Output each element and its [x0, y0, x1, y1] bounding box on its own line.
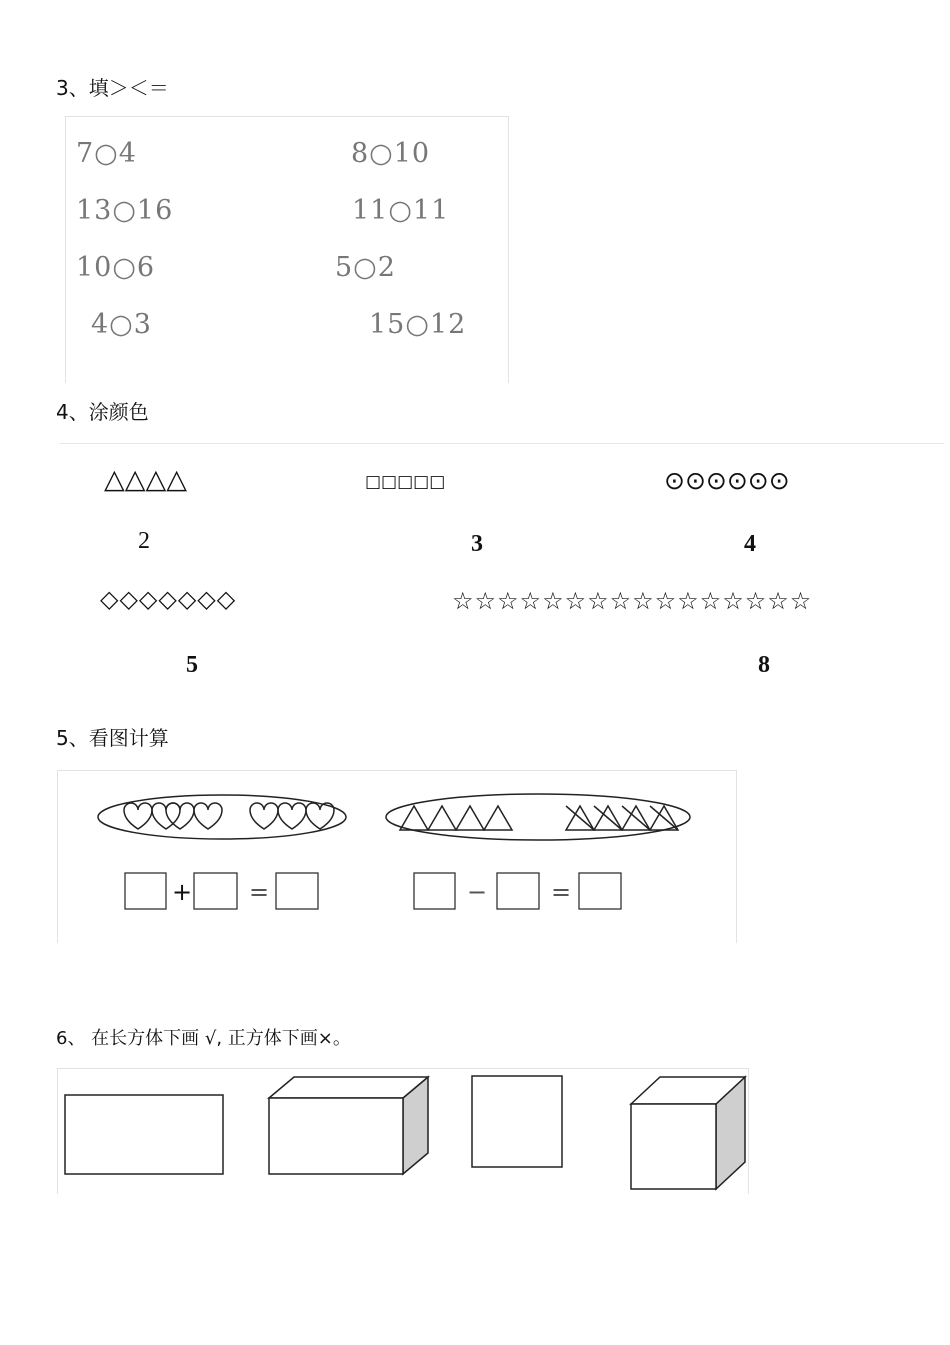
compare-item[interactable]: 10○6: [76, 252, 156, 283]
diamond-group[interactable]: ◇◇◇◇◇◇◇: [100, 585, 237, 613]
star-group[interactable]: ☆☆☆☆☆☆☆☆☆☆☆☆☆☆☆☆: [452, 587, 813, 615]
compare-item[interactable]: 4○3: [91, 309, 152, 340]
compare-item[interactable]: 5○2: [335, 252, 396, 283]
dot-circle-group[interactable]: ⊙⊙⊙⊙⊙⊙: [664, 466, 790, 495]
count-label: 8: [758, 652, 770, 678]
count-label: 5: [186, 652, 198, 678]
minus-sign: −: [467, 878, 488, 906]
triangle-group[interactable]: △△△△: [104, 464, 188, 495]
count-label: 4: [744, 531, 756, 557]
section-6-heading: 6、 在长方体下画 √, 正方体下画×。: [56, 1028, 351, 1049]
equals-sign: =: [551, 878, 572, 906]
compare-item[interactable]: 13○16: [76, 195, 174, 226]
compare-item[interactable]: 15○12: [369, 309, 467, 340]
count-label: 2: [138, 528, 150, 554]
compare-item[interactable]: 8○10: [351, 138, 431, 169]
equals-sign: =: [249, 878, 270, 906]
compare-item[interactable]: 11○11: [352, 195, 450, 226]
square-group[interactable]: □□□□□: [365, 472, 446, 492]
plus-sign: +: [172, 878, 193, 906]
section-5-heading: 5、看图计算: [56, 726, 169, 750]
section-4-heading: 4、涂颜色: [56, 400, 149, 424]
compare-item[interactable]: 7○4: [76, 138, 137, 169]
count-label: 3: [471, 531, 483, 557]
section-3-heading: 3、填＞＜＝: [56, 76, 169, 100]
